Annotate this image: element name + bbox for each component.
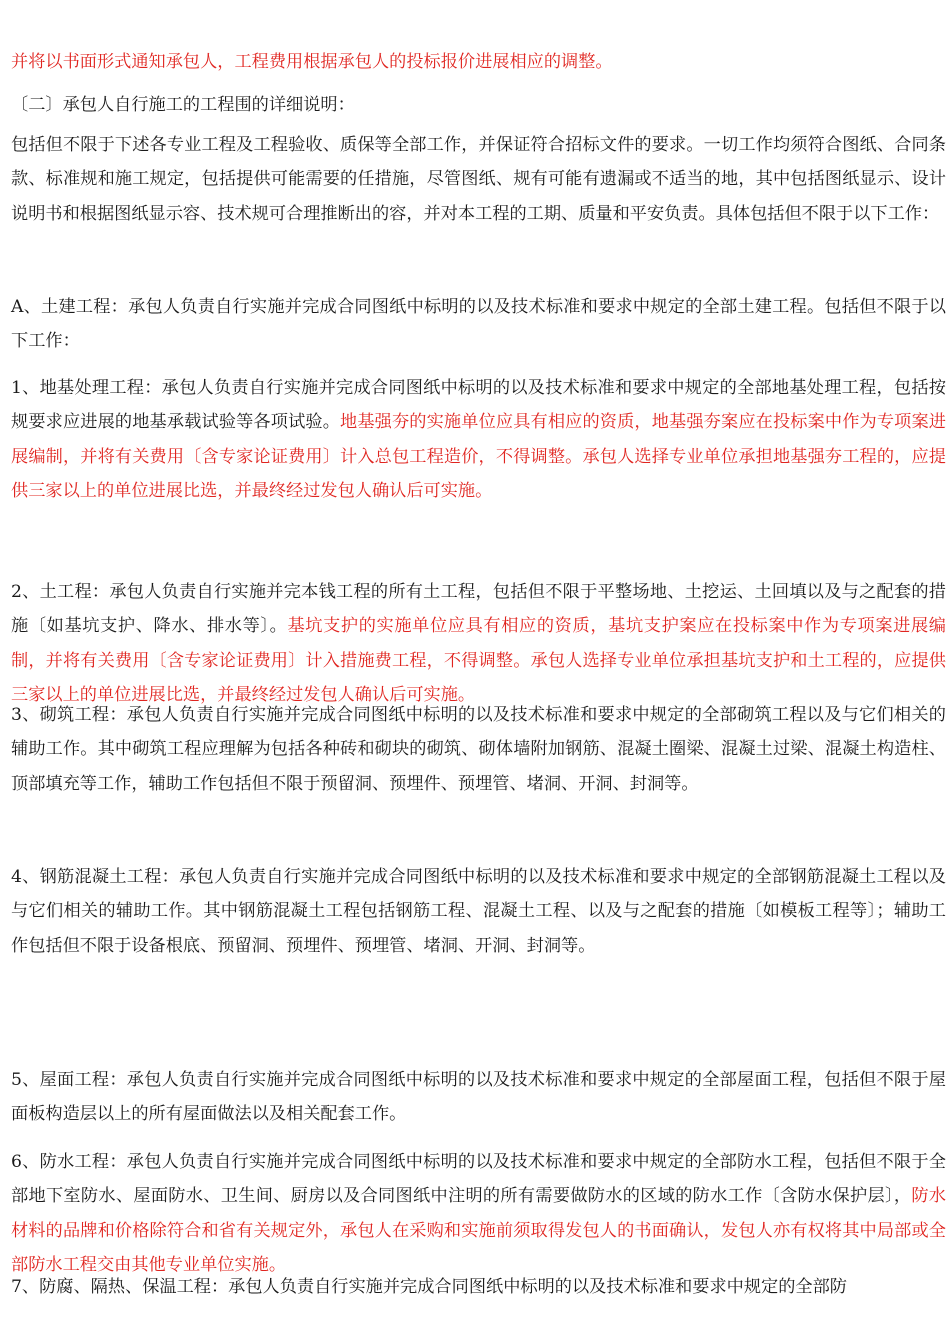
body-text: 3、砌筑工程：承包人负责自行实施并完成合同图纸中标明的以及技术标准和要求中规定的全部砌筑工程以及与它们相关的辅助工作。其中砌筑工程应理解为包括各种砖和砌块的砌筑、砌体墙附加钢筋、混凝土圈梁、混凝土过梁、混凝土构造柱、顶部填充等工作，辅助工作包括但不限于预留洞、预埋件、预埋管、堵洞、开洞、封洞等。 xyxy=(11,705,946,794)
paragraph-reinforced-concrete xyxy=(11,860,946,963)
body-text: 6、防水工程：承包人负责自行实施并完成合同图纸中标明的以及技术标准和要求中规定的全部防水工程，包括但不限于全部地下室防水、屋面防水、卫生间、厨房以及合同图纸中注明的所有需要做防水的区域的防水工作〔含防水保护层〕， xyxy=(11,1152,946,1207)
paragraph-anticorrosion-insulation xyxy=(11,1270,946,1304)
body-text: 1、地基处理工程：承包人负责自行实施并完成合同图纸中标明的以及技术标准和要求中规定的全部地基处理工程，包括按规要求应进展的地基承载试验等各项试验。 xyxy=(11,378,946,433)
highlighted-text: 防水材料的品牌和价格除符合和省有关规定外，承包人在采购和实施前须取得发包人的书面确认，发包人亦有权将其中局部或全部防水工程交由其他专业单位实施。 xyxy=(11,1186,946,1275)
highlighted-text: 地基强夯的实施单位应具有相应的资质，地基强夯案应在投标案中作为专项案进展编制，并将有关费用〔含专家论证费用〕计入总包工程造价，不得调整。承包人选择专业单位承担地基强夯工程的，应提供三家以上的单位进展比选，并最终经过发包人确认后可实施。 xyxy=(11,412,946,501)
highlighted-text: 并将以书面形式通知承包人，工程费用根据承包人的投标报价进展相应的调整。 xyxy=(11,52,613,72)
body-text: 2、土工程：承包人负责自行实施并完本钱工程的所有土工程，包括但不限于平整场地、土挖运、土回填以及与之配套的措施〔如基坑支护、降水、排水等〕。 xyxy=(11,582,946,637)
paragraph-roofing xyxy=(11,1063,946,1132)
body-text: 4、钢筋混凝土工程：承包人负责自行实施并完成合同图纸中标明的以及技术标准和要求中规定的全部钢筋混凝土工程以及与它们相关的辅助工作。其中钢筋混凝土工程包括钢筋工程、混凝土工程、以及与之配套的措施〔如模板工程等〕；辅助工作包括但不限于设备根底、预留洞、预埋件、预埋管、堵洞、开洞、封洞等。 xyxy=(11,867,946,956)
body-text: 包括但不限于下述各专业工程及工程验收、质保等全部工作，并保证符合招标文件的要求。一切工作均须符合图纸、合同条款、标准规和施工规定，包括提供可能需要的任措施，尽管图纸、规有可能有遗漏或不适当的地，其中包括图纸显示、设计说明书和根据图纸显示容、技术规可合理推断出的容，并对本工程的工期、质量和平安负责。具体包括但不限于以下工作： xyxy=(11,135,946,224)
paragraph-civil-works xyxy=(11,290,946,359)
paragraph-foundation-treatment xyxy=(11,371,946,508)
body-text: 5、屋面工程：承包人负责自行实施并完成合同图纸中标明的以及技术标准和要求中规定的全部屋面工程，包括但不限于屋面板构造层以上的所有屋面做法以及相关配套工作。 xyxy=(11,1070,946,1125)
paragraph-masonry xyxy=(11,698,946,801)
paragraph-waterproofing xyxy=(11,1145,946,1282)
body-text: A、土建工程：承包人负责自行实施并完成合同图纸中标明的以及技术标准和要求中规定的全部土建工程。包括但不限于以下工作： xyxy=(11,297,946,352)
paragraph-scope-general xyxy=(11,128,946,231)
highlighted-text: 基坑支护的实施单位应具有相应的资质，基坑支护案应在投标案中作为专项案进展编制，并将有关费用〔含专家论证费用〕计入措施费工程，不得调整。承包人选择专业单位承担基坑支护和土工程的，应提供三家以上的单位进展比选，并最终经过发包人确认后可实施。 xyxy=(11,616,946,705)
section-heading-self-construction xyxy=(11,88,946,122)
paragraph-adjustment-notice xyxy=(11,45,946,79)
heading-text: 〔二〕承包人自行施工的工程围的详细说明： xyxy=(11,95,355,115)
body-text: 7、防腐、隔热、保温工程：承包人负责自行实施并完成合同图纸中标明的以及技术标准和要求中规定的全部防 xyxy=(11,1277,847,1297)
paragraph-earthwork xyxy=(11,575,946,712)
